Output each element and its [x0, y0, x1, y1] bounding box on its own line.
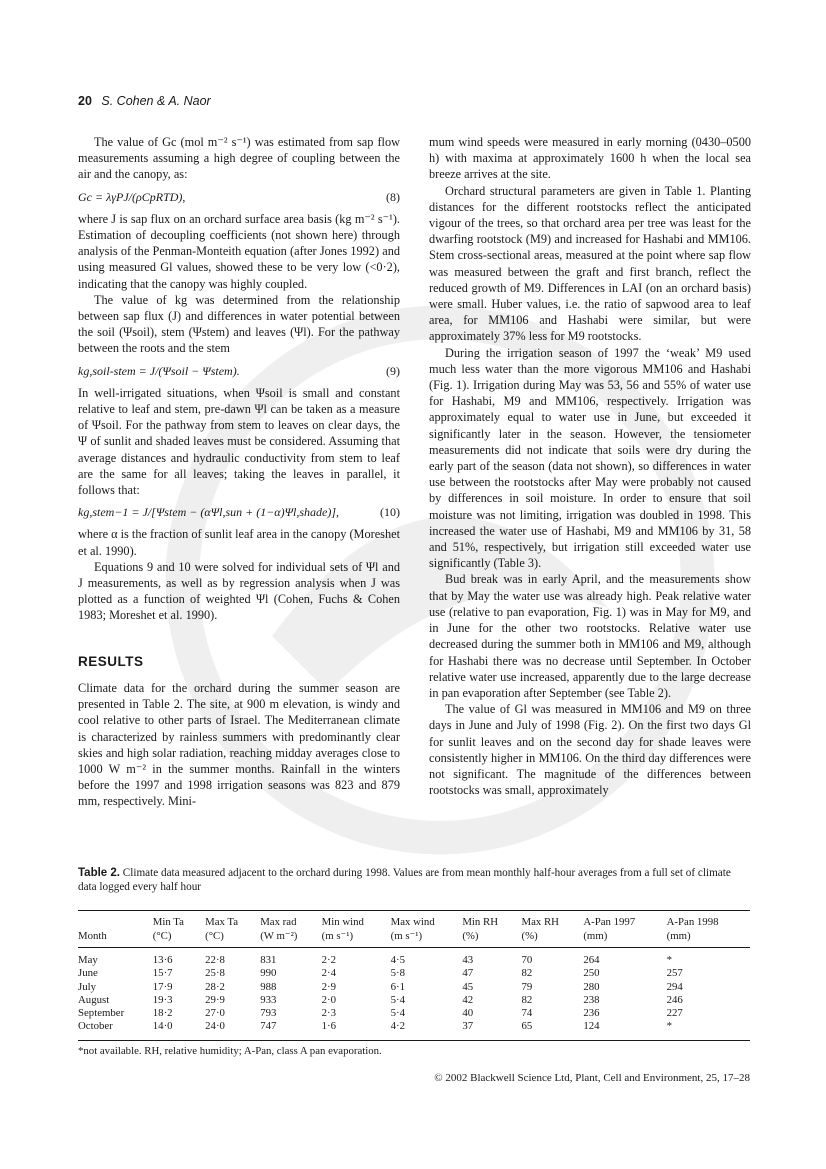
table-cell: 1·6	[322, 1020, 391, 1040]
table-cell: 4·2	[391, 1020, 463, 1040]
table-header-cell	[260, 911, 321, 948]
table-cell: 14·0	[153, 1020, 205, 1040]
paragraph: The value of Gl was measured in MM106 and M9 on three days in June and July of 1998 (Fig. 2). On the first two days Gl for sunlit leaves and on the second day for shade leaves were consistently higher in MM106. On the third day differences were not significant. The magnitude of the differences between rootstocks was small, approximately	[429, 702, 751, 798]
table-2	[78, 866, 750, 1057]
header-line: (m s⁻¹)	[321, 930, 354, 942]
running-head	[78, 94, 211, 108]
table-row	[78, 967, 750, 980]
table-label: Table 2.	[78, 867, 120, 879]
paragraph: The value of kg was determined from the relationship between sap flux (J) and differences in water potential between the soil (Ψsoil), stem (Ψstem) and leaves (Ψl). For the pathway between the roots and the stem	[78, 292, 400, 356]
table-cell: *	[666, 954, 673, 966]
running-head-authors: S. Cohen & A. Naor	[101, 94, 211, 108]
paragraph: where J is sap flux on an orchard surface area basis (kg m⁻² s⁻¹). Estimation of decoupling coefficients (not shown here) through analysis of the Penman-Monteith equation (after Jones 1992) and using measured Gl values, showed these to be very low (<0·2), indicating that the canopy was highly coupled.	[78, 211, 400, 291]
table-row	[78, 981, 750, 994]
table-header-cell	[205, 911, 260, 948]
table-cell: 82	[521, 967, 533, 980]
header-line: Min RH	[462, 916, 499, 928]
table-cell: 2·0	[321, 993, 337, 1006]
table-cell: 5·4	[390, 993, 406, 1006]
table-cell: 27·0	[205, 1007, 225, 1020]
table-cell: October	[78, 1020, 153, 1040]
table-cell: 264	[583, 954, 600, 966]
paragraph: where α is the fraction of sunlit leaf area in the canopy (Moreshet et al. 1990).	[78, 527, 400, 558]
table-cell: 2·2	[321, 954, 337, 966]
table-cell: 74	[521, 1007, 533, 1020]
table-cell: 47	[462, 967, 474, 980]
header-line: Max Ta	[205, 916, 239, 928]
header-line: (mm)	[583, 930, 608, 942]
table-body	[78, 948, 750, 1041]
climate-table	[78, 910, 750, 1041]
header-line: (%)	[462, 930, 479, 942]
header-line: Max rad	[260, 916, 297, 928]
table-cell: 13·6	[152, 954, 173, 966]
header-line: Max wind	[390, 916, 435, 928]
equation-number: (8)	[386, 189, 400, 204]
header-line: Month	[78, 930, 107, 942]
header-line: Min wind	[321, 916, 364, 928]
table-cell: 19·3	[152, 993, 173, 1006]
header-line: A-Pan 1997	[583, 916, 636, 928]
paragraph: Bud break was in early April, and the measurements show that by May the water use was already high. Peak relative water use (relative to pan evaporation, Fig. 1) was in May for M9, and in June for the other two rootstocks. Relative water use decreased during the summer both in MM106 and M9, although for Hashabi there was no decrease until September. In October relative water use increased, apparently due to the large decrease in pan evaporation after September (see Table 2).	[429, 572, 751, 700]
table-cell: 82	[521, 993, 533, 1006]
table-header-cell	[322, 911, 391, 948]
equation-10	[78, 504, 400, 520]
paragraph: In well-irrigated situations, when Ψsoil is small and constant relative to leaf and stem, pre-dawn Ψl can be taken as a measure of Ψsoil. For the pathway from stem to leaves on clear days, the Ψ of sunlit and shaded leaves must be considered. Assuming that average distances and hydraulic conductivity from stem to leaf are the same for all leaves; taking the leaves in parallel, it follows that:	[78, 385, 400, 498]
table-header-row	[78, 911, 750, 948]
table-header-cell	[78, 911, 153, 948]
table-header-cell	[391, 911, 463, 948]
table-cell: 70	[521, 954, 533, 966]
table-header-cell	[667, 911, 750, 948]
table-cell: 933	[260, 993, 277, 1006]
table-cell: 246	[666, 993, 683, 1006]
table-cell: 17·9	[152, 980, 173, 993]
table-cell: 6·1	[390, 980, 406, 993]
header-line: Min Ta	[152, 916, 184, 928]
table-caption-text: Climate data measured adjacent to the orchard during 1998. Values are from mean monthly half-hour averages from a full set of climate data logged every half hour	[78, 867, 731, 893]
table-row	[78, 1007, 750, 1020]
equation-number: (10)	[380, 505, 400, 520]
table-cell: 250	[583, 967, 600, 980]
left-column	[78, 134, 400, 810]
header-line: Max RH	[521, 916, 559, 928]
table-cell: 236	[583, 1007, 600, 1020]
equation-9	[78, 363, 400, 379]
header-line: (m s⁻¹)	[390, 930, 423, 942]
table-footnote: *not available. RH, relative humidity; A-Pan, class A pan evaporation.	[78, 1044, 382, 1057]
table-cell: 747	[260, 1020, 321, 1040]
equation-text: kg,stem−1 = J/[Ψstem − (αΨl,sun + (1−α)Ψl,shade)],	[78, 505, 340, 520]
equation-number: (9)	[386, 363, 400, 378]
table-cell: September	[78, 1007, 125, 1020]
table-row	[78, 994, 750, 1007]
table-row	[78, 1020, 750, 1040]
table-cell: 37	[462, 1020, 521, 1040]
table-cell: 238	[583, 993, 600, 1006]
table-header-cell	[521, 911, 583, 948]
page-number: 20	[78, 94, 92, 108]
table-cell: 4·5	[390, 954, 406, 966]
header-line: (°C)	[205, 930, 224, 942]
table-cell: 294	[666, 980, 683, 993]
table-cell: 28·2	[205, 980, 225, 993]
paragraph: During the irrigation season of 1997 the ‘weak’ M9 used much less water than the more vigorous MM106 and Hashabi (Fig. 1). Irrigation during May was 53, 56 and 55% of water use for Hashabi, M9 and MM106, respectively. Irrigation was approximately equal to water use in June, but exceeded it significantly later in the season. However, the tensiometer measurements did not indicate that soils were dry during the early part of the season (data not shown), so differences in water use between the rootstocks after May were probably not caused by differences in soil moisture. In order to ensure that soil moisture was not limiting, irrigation was doubled in 1998. This increased the water use of Hashabi, M9 and MM106 by 31, 58 and 51%, respectively, but irrigation still exceeded water use significantly (Table 3).	[429, 345, 751, 571]
table-cell: July	[78, 980, 96, 993]
header-line: (W m⁻²)	[260, 930, 298, 942]
table-cell: 2·9	[321, 980, 337, 993]
section-heading-results: RESULTS	[78, 653, 144, 669]
table-cell: 22·8	[205, 954, 225, 966]
header-line: (%)	[521, 930, 538, 942]
table-cell: 831	[260, 954, 277, 966]
right-column	[429, 134, 751, 798]
table-cell: *	[667, 1020, 750, 1040]
table-cell: 280	[583, 980, 600, 993]
table-cell: 25·8	[205, 967, 225, 980]
table-cell: 2·4	[321, 967, 337, 980]
table-row	[78, 948, 750, 968]
table-header-cell	[462, 911, 521, 948]
table-cell: 124	[583, 1020, 666, 1040]
paragraph: Equations 9 and 10 were solved for individual sets of Ψl and J measurements, as well as by regression analysis when J was plotted as a function of weighted Ψl (Cohen, Fuchs & Cohen 1983; Moreshet et al. 1990).	[78, 559, 400, 623]
table-cell: 2·3	[321, 1007, 337, 1020]
table-caption	[78, 866, 750, 894]
table-cell: 257	[666, 967, 683, 980]
table-cell: June	[78, 967, 98, 980]
header-line: (mm)	[666, 930, 691, 942]
table-cell: 988	[260, 980, 277, 993]
table-header-cell	[153, 911, 205, 948]
table-cell: 42	[462, 993, 474, 1006]
paragraph: Orchard structural parameters are given in Table 1. Planting distances for the different rootstocks reflect the anticipated vigour of the trees, so that orchard area per tree was least for the dwarfing rootstock (M9) and increased for Hashabi and MM106. Stem cross-sectional areas, measured at the point where sap flow was measured between the graft and first branch, reflect the reduced growth of M9. Differences in LAI (on an orchard basis) were small. Huber values, i.e. the ratio of sapwood area to leaf area, for MM106 and Hashabi were similar, but were approximately 37% less for M9 rootstocks.	[429, 183, 751, 344]
table-cell: 79	[521, 980, 533, 993]
equation-text: Gc = λγPJ/(ρCpRTD),	[78, 189, 186, 204]
table-cell: May	[78, 954, 98, 966]
table-cell: August	[78, 993, 110, 1006]
table-cell: 5·4	[390, 1007, 406, 1020]
copyright-footer: © 2002 Blackwell Science Ltd, Plant, Cell and Environment, 25, 17–28	[434, 1072, 750, 1084]
table-cell: 227	[666, 1007, 683, 1020]
table-cell: 5·8	[390, 967, 406, 980]
paragraph: Climate data for the orchard during the summer season are presented in Table 2. The site, at 900 m elevation, is windy and cool relative to other parts of Israel. The Mediterranean climate is characterized by rainless summers with predominantly clear skies and high solar radiation, reaching midday averages close to 1000 W m⁻² in the summer months. Rainfall in the winters before the 1997 and 1998 irrigation seasons was 823 and 879 mm, respectively. Mini-	[78, 680, 400, 809]
table-cell: 793	[260, 1007, 277, 1020]
table-cell: 65	[521, 1020, 583, 1040]
table-cell: 43	[462, 954, 474, 966]
paragraph: mum wind speeds were measured in early morning (0430–0500 h) with maxima at approximately 1600 h when the local sea breeze arrives at the site.	[429, 135, 751, 182]
table-cell: 15·7	[152, 967, 173, 980]
table-cell: 40	[462, 1007, 474, 1020]
table-cell: 24·0	[205, 1020, 260, 1040]
header-line: (°C)	[152, 930, 172, 942]
table-cell: 45	[462, 980, 474, 993]
table-cell: 990	[260, 967, 277, 980]
equation-text: kg,soil-stem = J/(Ψsoil − Ψstem).	[78, 363, 240, 378]
table-cell: 29·9	[205, 993, 225, 1006]
table-header-cell	[583, 911, 666, 948]
equation-8	[78, 189, 400, 205]
paragraph: The value of Gc (mol m⁻² s⁻¹) was estimated from sap flow measurements assuming a high degree of coupling between the air and the canopy, as:	[78, 135, 400, 182]
header-line: A-Pan 1998	[666, 916, 719, 928]
table-cell: 18·2	[152, 1007, 173, 1020]
